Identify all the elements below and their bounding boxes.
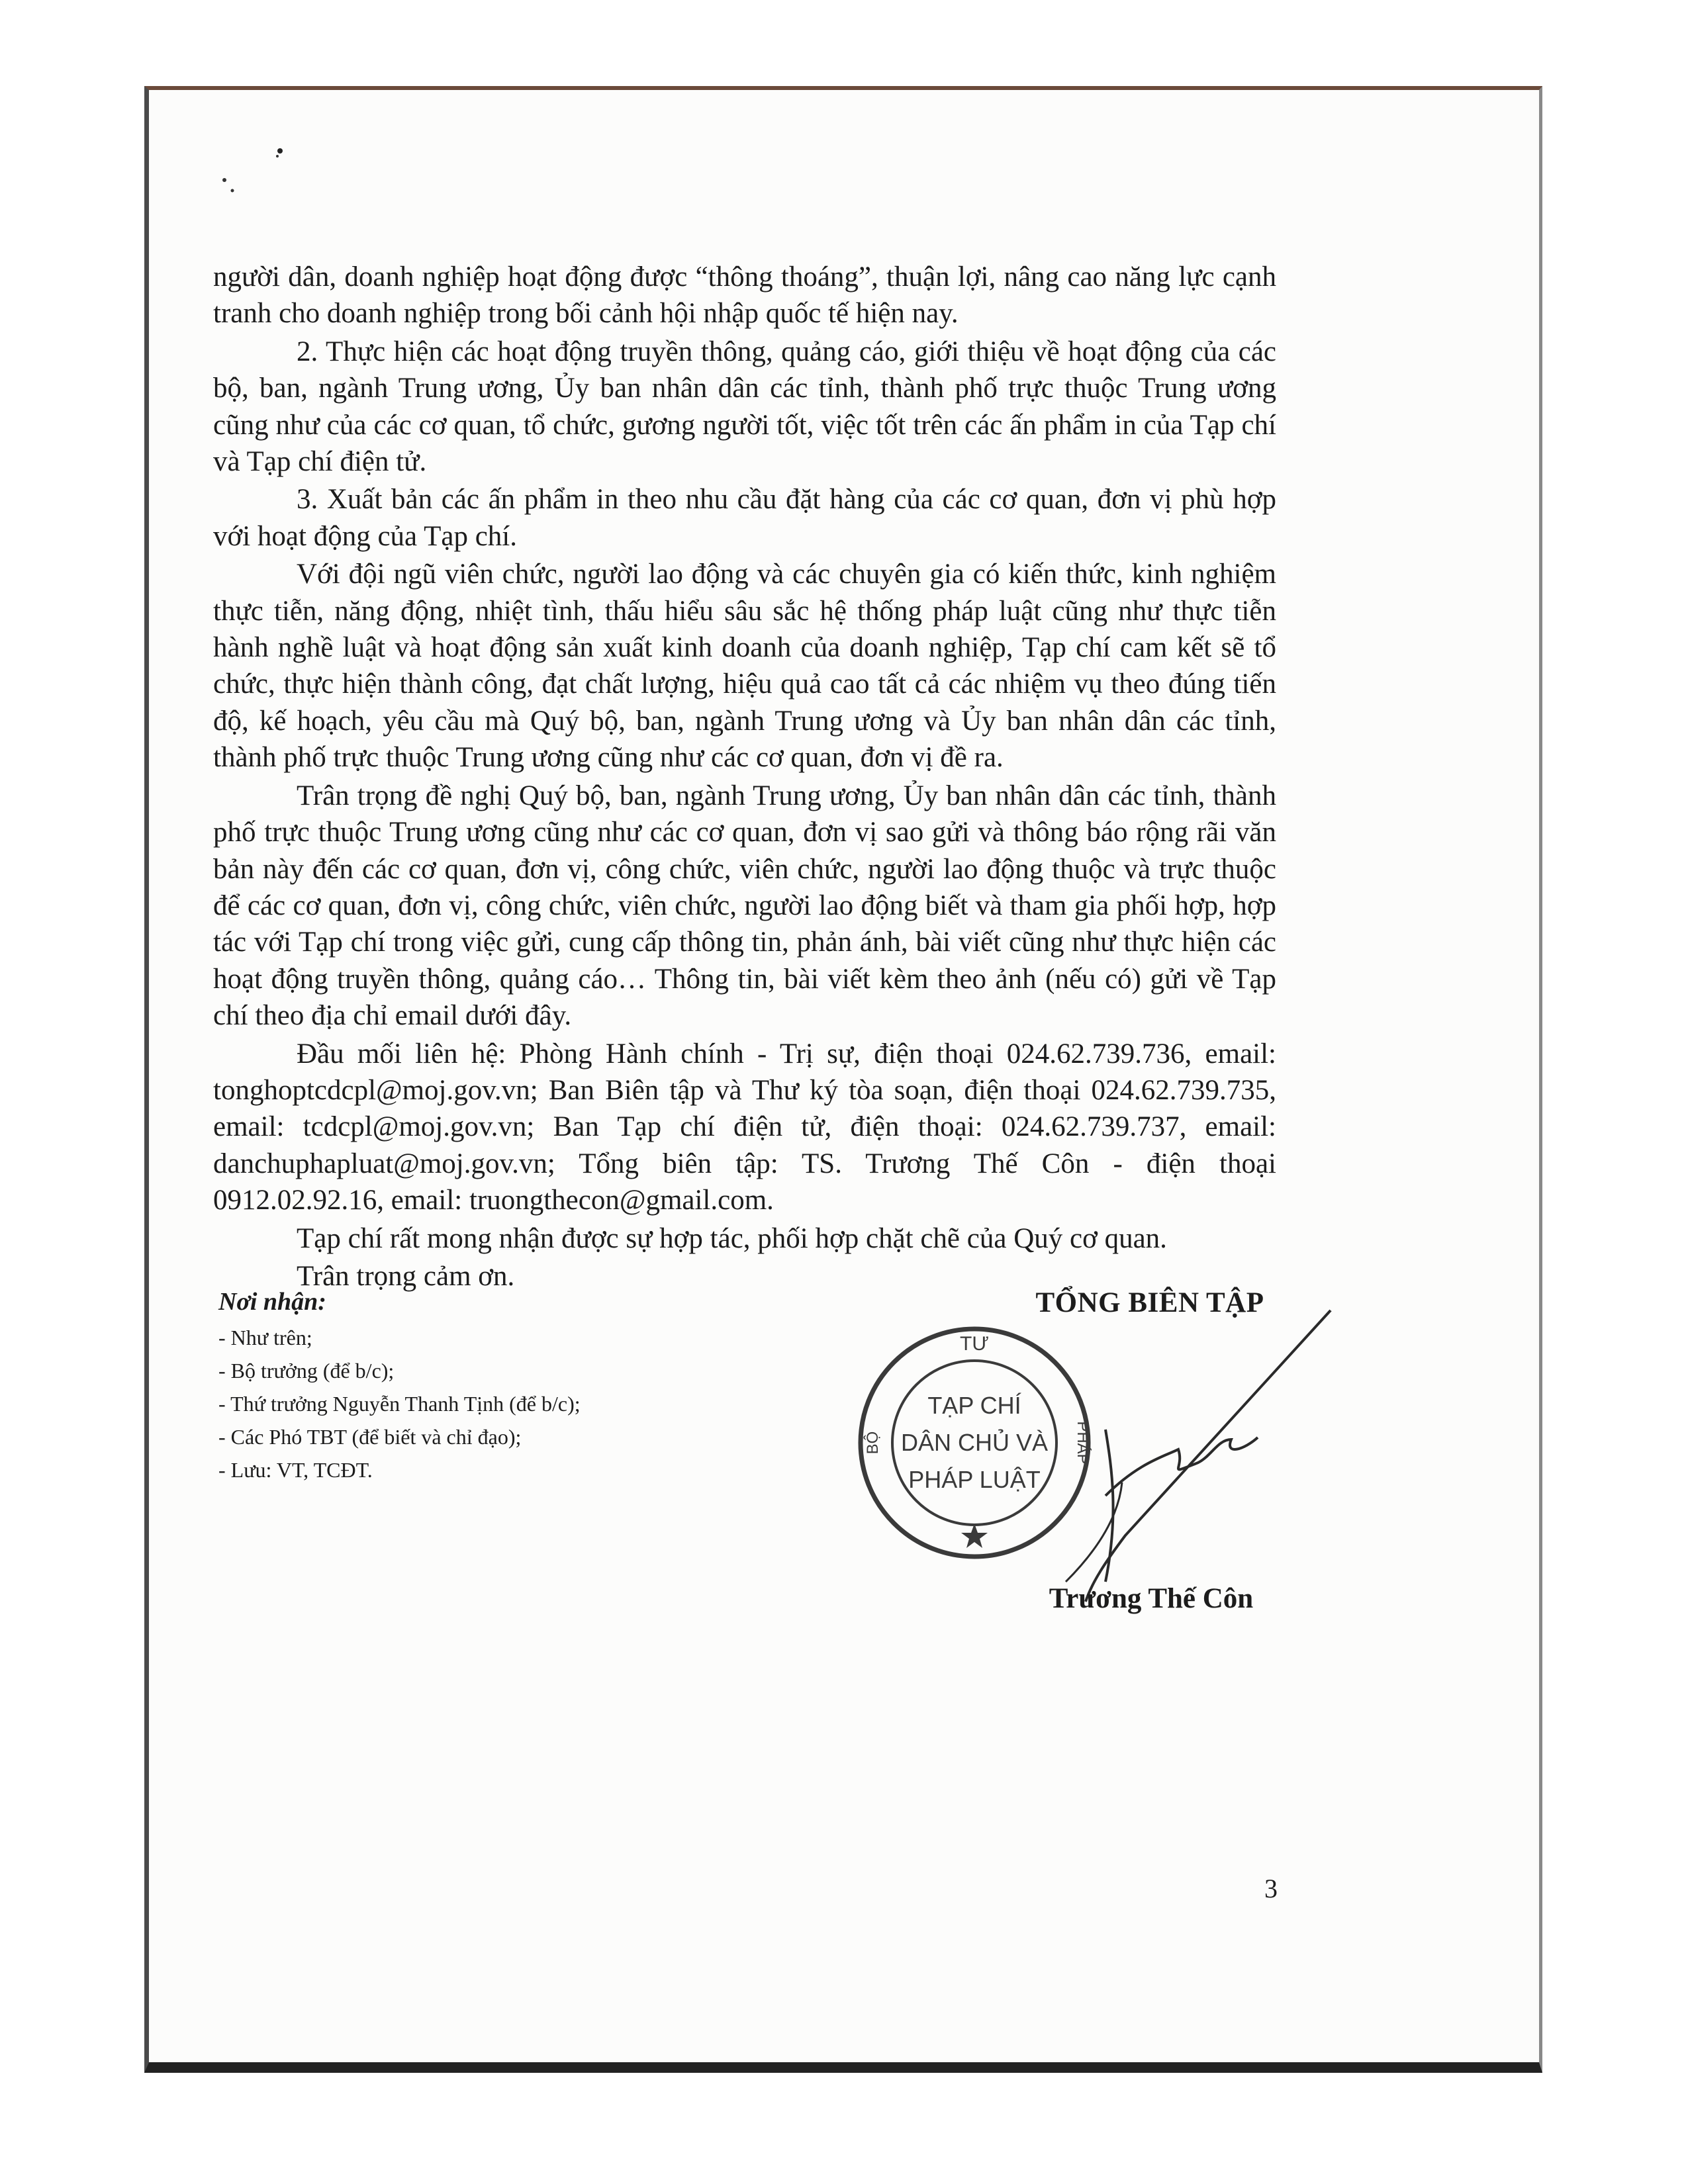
seal-line: DÂN CHỦ VÀ: [900, 1429, 1049, 1456]
recipient-item: - Như trên;: [218, 1326, 312, 1349]
seal-top-text: TƯ: [960, 1333, 989, 1355]
seal-left-text: BỘ: [864, 1431, 882, 1455]
recipient-item: - Thứ trưởng Nguyễn Thanh Tịnh (để b/c);: [218, 1392, 581, 1416]
seal-line: TẠP CHÍ: [927, 1392, 1021, 1419]
paragraph-cooperation: Tạp chí rất mong nhận được sự hợp tác, phối hợp chặt chẽ của Quý cơ quan.: [297, 1222, 1167, 1254]
recipients-heading: Nơi nhận:: [218, 1288, 326, 1316]
paragraph-contacts: Đầu mối liên hệ: Phòng Hành chính - Trị sự, điện thoại 024.62.739.736, email: tonghoptcdcpl@moj.gov.vn; Ban Biên tập và Thư ký tòa soạn, điện thoại 024.62.739.735, email: tcdcpl@moj.gov.vn; Ban Tạp chí điện tử, điện thoại: 024.62.739.737, email: danchuphapluat@moj.gov.vn; Tổng biên tập: TS. Trương Thế Côn - điện thoại 0912.02.92.16, email: truongthecon@gmail.com.: [213, 1038, 1276, 1216]
seal-star-icon: [961, 1524, 988, 1548]
signer-name: Trương Thế Côn: [1049, 1583, 1254, 1614]
scan-specks: [215, 143, 295, 203]
seal-line: PHÁP LUẬT: [908, 1466, 1041, 1493]
seal-right-text: PHÁP: [1074, 1421, 1092, 1465]
recipient-item: - Lưu: VT, TCĐT.: [218, 1458, 373, 1482]
recipient-item: - Bộ trưởng (để b/c);: [218, 1359, 395, 1383]
paragraph-thanks: Trân trọng cảm ơn.: [297, 1260, 515, 1292]
recipient-item: - Các Phó TBT (để biết và chỉ đạo);: [218, 1425, 522, 1449]
handwritten-signature: [1006, 1297, 1350, 1608]
signer-title: TỔNG BIÊN TẬP: [1035, 1287, 1264, 1318]
paragraph-item-3: 3. Xuất bản các ấn phẩm in theo nhu cầu đặt hàng của các cơ quan, đơn vị phù hợp với hoạt động của Tạp chí.: [213, 484, 1276, 552]
page-number: 3: [1264, 1874, 1278, 1903]
paragraph-continuation: người dân, doanh nghiệp hoạt động được “thông thoáng”, thuận lợi, nâng cao năng lực cạnh tranh cho doanh nghiệp trong bối cảnh hội nhập quốc tế hiện nay.: [213, 261, 1276, 330]
paragraph-commitment: Với đội ngũ viên chức, người lao động và các chuyên gia có kiến thức, kinh nghiệm thực tiễn, năng động, nhiệt tình, thấu hiểu sâu sắc hệ thống pháp luật cũng như thực tiễn hành nghề luật và hoạt động sản xuất kinh doanh của doanh nghiệp, Tạp chí cam kết sẽ tổ chức, thực hiện thành công, đạt chất lượng, hiệu quả cao tất cả các nhiệm vụ theo đúng tiến độ, kế hoạch, yêu cầu mà Quý bộ, ban, ngành Trung ương và Ủy ban nhân dân các tỉnh, thành phố trực thuộc Trung ương cũng như các cơ quan, đơn vị đề ra.: [213, 559, 1276, 774]
recipients-block: [218, 1285, 748, 1486]
paragraph-request: Trân trọng đề nghị Quý bộ, ban, ngành Trung ương, Ủy ban nhân dân các tỉnh, thành phố trực thuộc Trung ương cũng như các cơ quan, đơn vị sao gửi và thông báo rộng rãi văn bản này đến các cơ quan, đơn vị, công chức, viên chức, người lao động thuộc và trực thuộc để các cơ quan, đơn vị, công chức, viên chức, người lao động biết và tham gia phối hợp, hợp tác với Tạp chí trong việc gửi, cung cấp thông tin, phản ánh, bài viết cũng như thực hiện các hoạt động truyền thông, quảng cáo… Thông tin, bài viết kèm theo ảnh (nếu có) gửi về Tạp chí theo địa chỉ email dưới đây.: [213, 780, 1276, 1032]
document-body: [213, 259, 1276, 1296]
paragraph-item-2: 2. Thực hiện các hoạt động truyền thông, quảng cáo, giới thiệu về hoạt động của các bộ, ban, ngành Trung ương, Ủy ban nhân dân các tỉnh, thành phố trực thuộc Trung ương cũng như của các cơ quan, tổ chức, gương người tốt, việc tốt trên các ấn phẩm in của Tạp chí và Tạp chí điện tử.: [213, 336, 1276, 478]
